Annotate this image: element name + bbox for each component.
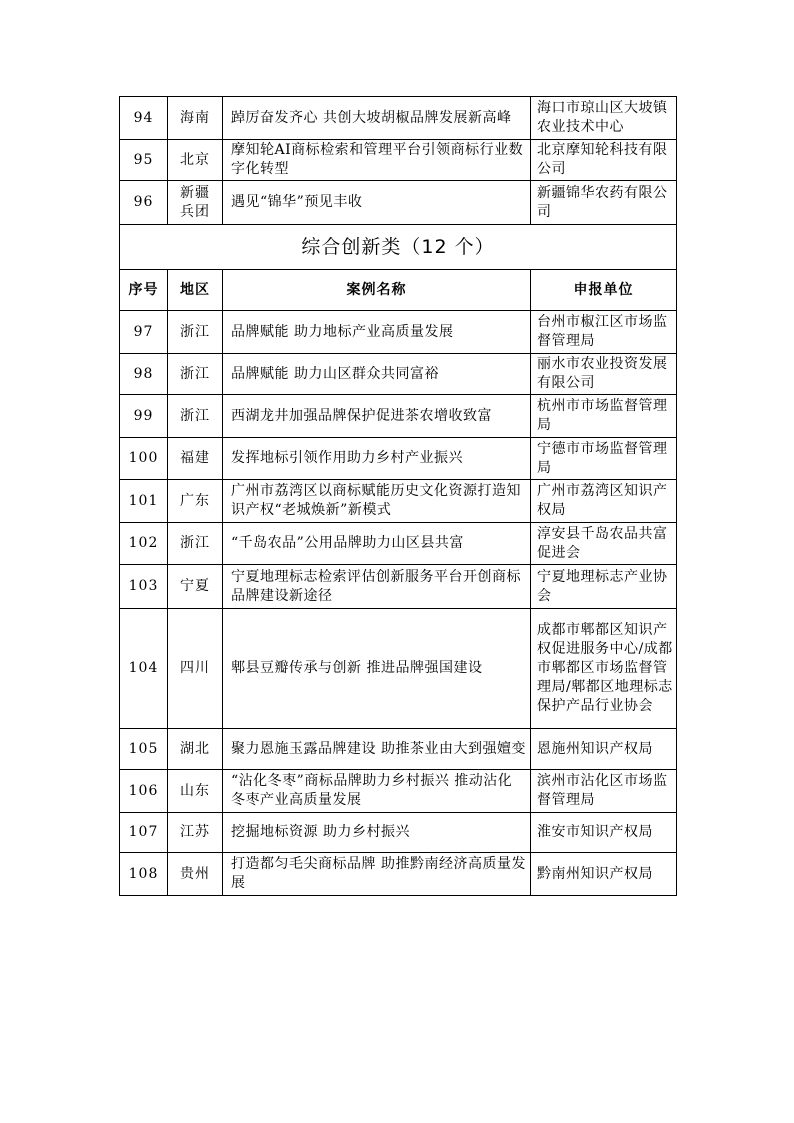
row-number: 107 [120,813,168,853]
row-region: 新疆 兵团 [168,181,223,225]
row-case-name: 发挥地标引领作用助力乡村产业振兴 [223,438,531,480]
row-unit: 海口市琼山区大坡镇农业技术中心 [531,97,677,140]
row-unit: 宁夏地理标志产业协会 [531,565,677,609]
header-name: 案例名称 [223,270,531,311]
row-region: 宁夏 [168,565,223,609]
table-row [120,770,677,813]
row-case-name: 挖掘地标资源 助力乡村振兴 [223,813,531,853]
row-region: 湖北 [168,729,223,770]
row-number: 106 [120,770,168,813]
row-number: 104 [120,609,168,729]
table-row [120,97,677,140]
table-row [120,140,677,181]
table-row [120,729,677,770]
row-region: 广东 [168,480,223,523]
row-number: 94 [120,97,168,140]
table-row [120,354,677,395]
row-unit: 台州市椒江区市场监督管理局 [531,311,677,354]
row-region: 浙江 [168,311,223,354]
row-case-name: 打造都匀毛尖商标品牌 助推黔南经济高质量发展 [223,853,531,896]
header-no: 序号 [120,270,168,311]
row-unit: 黔南州知识产权局 [531,853,677,896]
row-unit: 淮安市知识产权局 [531,813,677,853]
section-title: 综合创新类（12 个） [120,225,677,270]
table-row [120,853,677,896]
row-region: 海南 [168,97,223,140]
row-number: 97 [120,311,168,354]
header-row [120,270,677,311]
table-row [120,311,677,354]
row-region: 山东 [168,770,223,813]
table-row [120,523,677,565]
row-number: 100 [120,438,168,480]
table-row [120,181,677,225]
row-case-name: “千岛农品”公用品牌助力山区县共富 [223,523,531,565]
header-region: 地区 [168,270,223,311]
row-unit: 宁德市市场监督管理局 [531,438,677,480]
row-unit: 恩施州知识产权局 [531,729,677,770]
row-region: 四川 [168,609,223,729]
row-unit: 广州市荔湾区知识产权局 [531,480,677,523]
row-number: 108 [120,853,168,896]
row-number: 99 [120,395,168,438]
row-case-name: 遇见“锦华”预见丰收 [223,181,531,225]
row-number: 95 [120,140,168,181]
row-region: 贵州 [168,853,223,896]
case-list-table [119,96,677,896]
row-region: 浙江 [168,523,223,565]
row-case-name: 宁夏地理标志检索评估创新服务平台开创商标品牌建设新途径 [223,565,531,609]
row-unit: 滨州市沾化区市场监督管理局 [531,770,677,813]
table-row [120,438,677,480]
row-unit: 淳安县千岛农品共富促进会 [531,523,677,565]
row-region: 浙江 [168,354,223,395]
row-region: 北京 [168,140,223,181]
row-unit: 杭州市市场监督管理局 [531,395,677,438]
row-case-name: 西湖龙井加强品牌保护促进茶农增收致富 [223,395,531,438]
row-unit: 北京摩知轮科技有限公司 [531,140,677,181]
row-case-name: 摩知轮AI商标检索和管理平台引领商标行业数字化转型 [223,140,531,181]
row-number: 98 [120,354,168,395]
row-case-name: 郫县豆瓣传承与创新 推进品牌强国建设 [223,609,531,729]
row-number: 102 [120,523,168,565]
row-unit: 成都市郫都区知识产权促进服务中心/成都市郫都区市场监督管理局/郫都区地理标志保护产品行业协会 [531,609,677,729]
row-region: 江苏 [168,813,223,853]
row-unit: 新疆锦华农药有限公司 [531,181,677,225]
table-row [120,565,677,609]
row-number: 105 [120,729,168,770]
table-row [120,395,677,438]
row-number: 103 [120,565,168,609]
row-case-name: 踔厉奋发齐心 共创大坡胡椒品牌发展新高峰 [223,97,531,140]
row-number: 96 [120,181,168,225]
row-region: 浙江 [168,395,223,438]
row-number: 101 [120,480,168,523]
row-case-name: 品牌赋能 助力山区群众共同富裕 [223,354,531,395]
row-case-name: 聚力恩施玉露品牌建设 助推茶业由大到强嬗变 [223,729,531,770]
table-row [120,609,677,729]
row-case-name: “沾化冬枣”商标品牌助力乡村振兴 推动沾化冬枣产业高质量发展 [223,770,531,813]
section-row [120,225,677,270]
table-row [120,813,677,853]
row-region: 福建 [168,438,223,480]
header-unit: 申报单位 [531,270,677,311]
row-unit: 丽水市农业投资发展有限公司 [531,354,677,395]
table-row [120,480,677,523]
row-case-name: 品牌赋能 助力地标产业高质量发展 [223,311,531,354]
row-case-name: 广州市荔湾区以商标赋能历史文化资源打造知识产权“老城焕新”新模式 [223,480,531,523]
